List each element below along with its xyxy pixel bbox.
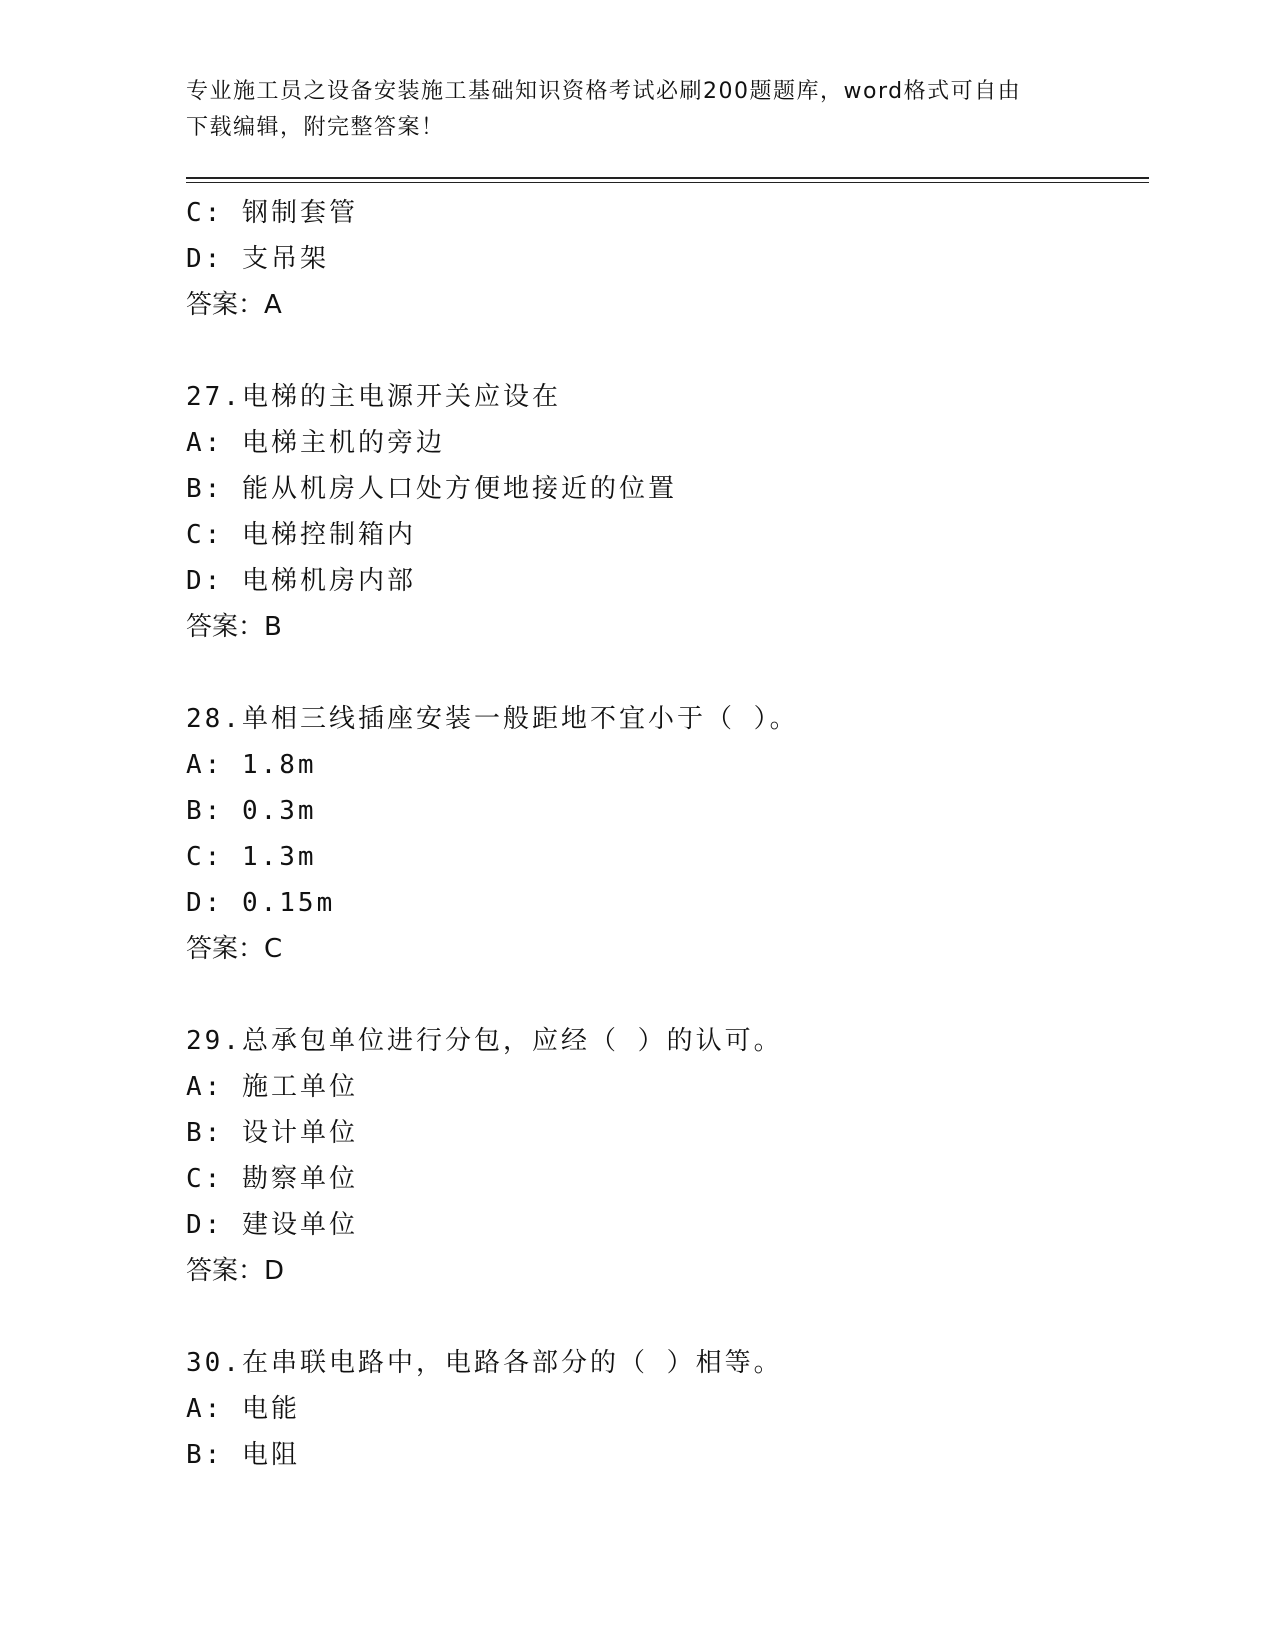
option-d: D: 电梯机房内部 (186, 566, 416, 596)
spacer (186, 650, 1146, 696)
question-list (186, 190, 1146, 1478)
option-b: B: 能从机房人口处方便地接近的位置 (186, 474, 677, 504)
option-a: A: 电梯主机的旁边 (186, 428, 445, 458)
option-c: C: 钢制套管 (186, 198, 358, 228)
header-line-2: 下载编辑，附完整答案！ (186, 115, 445, 140)
option-d: D: 建设单位 (186, 1210, 358, 1240)
option-a: A: 电能 (186, 1394, 300, 1424)
answer: 答案：B (186, 612, 282, 642)
question-stem: 28.单相三线插座安装一般距地不宜小于（ ）。 (186, 704, 799, 734)
question-stem: 30.在串联电路中，电路各部分的（ ）相等。 (186, 1348, 783, 1378)
question-27 (186, 374, 1146, 650)
option-d: D: 支吊架 (186, 244, 329, 274)
spacer (186, 1294, 1146, 1340)
option-d: D: 0.15m (186, 888, 336, 918)
option-b: B: 电阻 (186, 1440, 300, 1470)
question-28 (186, 696, 1146, 972)
question-stem: 29.总承包单位进行分包，应经（ ）的认可。 (186, 1026, 783, 1056)
header-line-1: 专业施工员之设备安装施工基础知识资格考试必刷200题题库，word格式可自由 (186, 79, 1022, 104)
option-c: C: 1.3m (186, 842, 317, 872)
question-30 (186, 1340, 1146, 1478)
document-header (186, 74, 1066, 146)
option-b: B: 0.3m (186, 796, 317, 826)
option-a: A: 1.8m (186, 750, 317, 780)
header-divider (186, 177, 1149, 179)
question-26-partial (186, 190, 1146, 328)
question-29 (186, 1018, 1146, 1294)
spacer (186, 972, 1146, 1018)
spacer (186, 328, 1146, 374)
option-b: B: 设计单位 (186, 1118, 358, 1148)
answer: 答案：D (186, 1256, 285, 1286)
answer: 答案：C (186, 934, 283, 964)
option-c: C: 电梯控制箱内 (186, 520, 416, 550)
answer: 答案：A (186, 290, 282, 320)
question-stem: 27.电梯的主电源开关应设在 (186, 382, 561, 412)
option-a: A: 施工单位 (186, 1072, 358, 1102)
header-divider-thin (186, 182, 1149, 183)
option-c: C: 勘察单位 (186, 1164, 358, 1194)
